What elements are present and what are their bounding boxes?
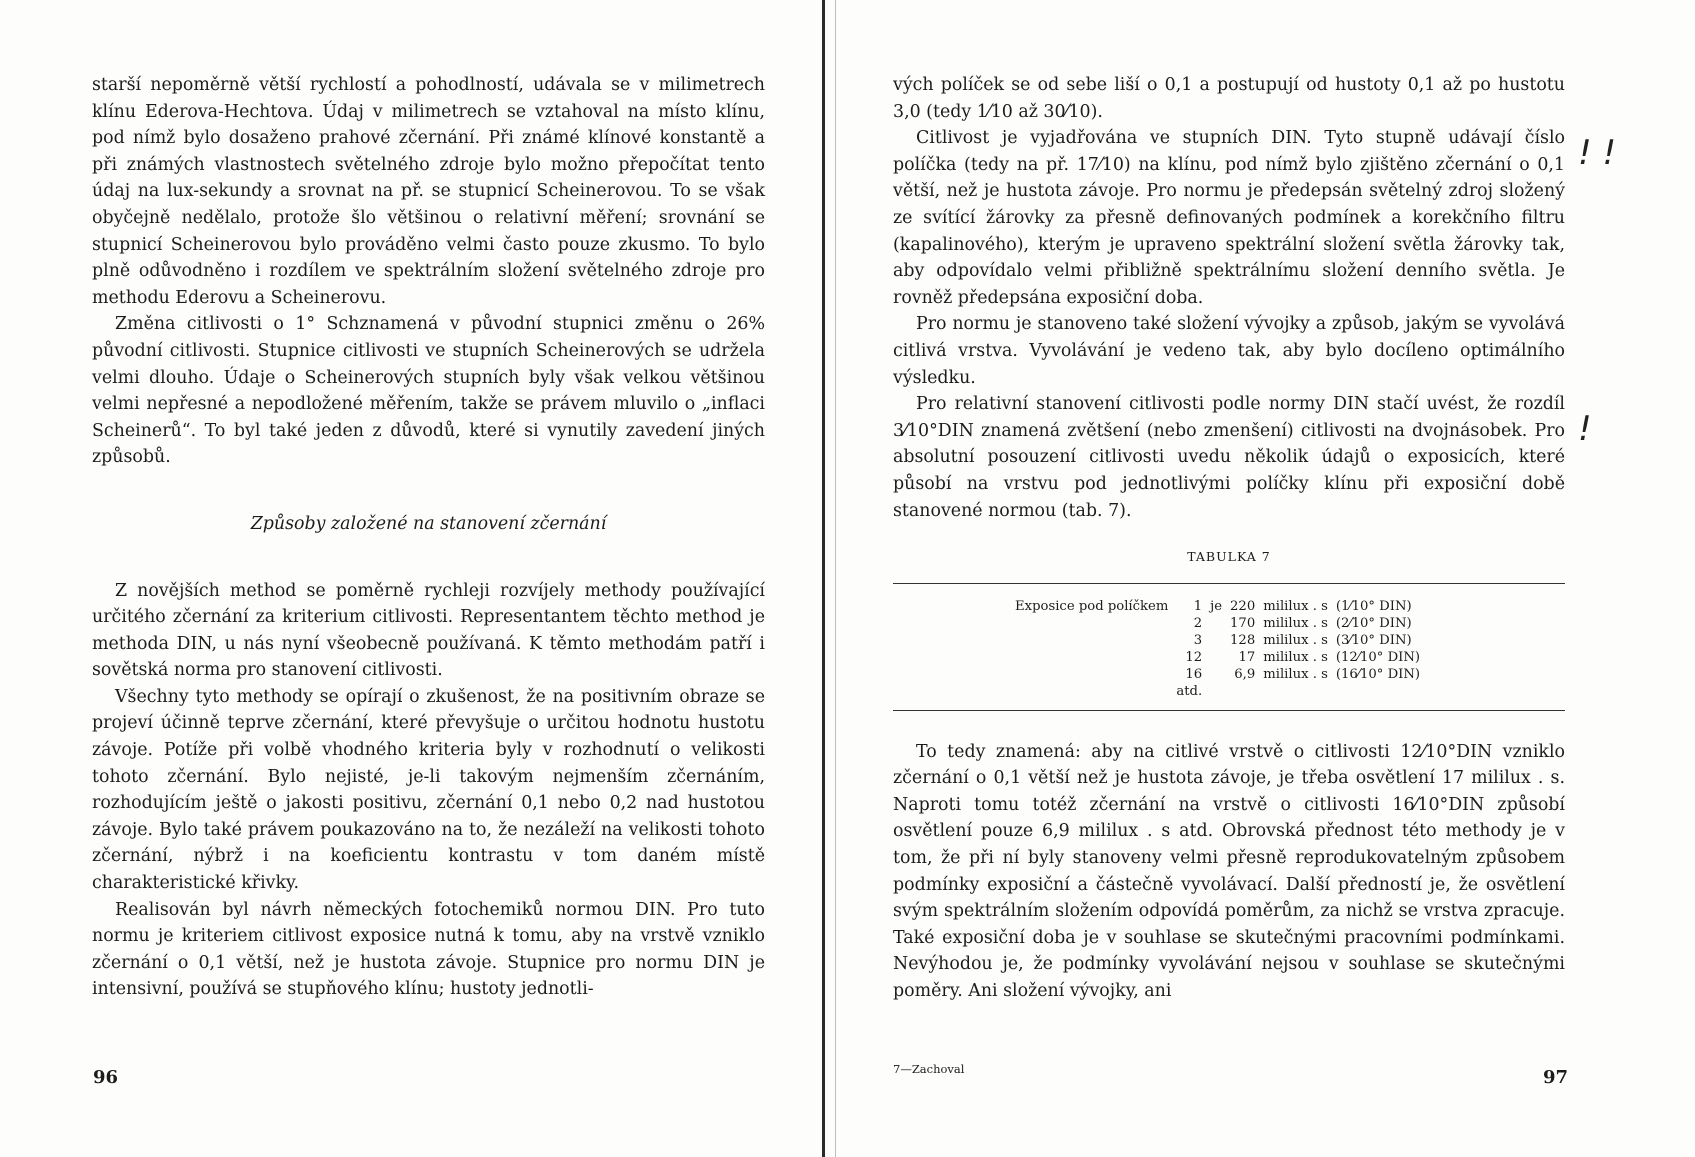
paragraph: Citlivost je vyjadřována ve stupních DIN. Tyto stupně udávají číslo políčka (tedy na př. 17⁄10) na klínu, pod nímž bylo zjištěno zčernání o 0,1 větší, než je hustota závoje. Pro normu je předepsán světelný zdroj složený ze svítící žárovky za přesně definovaných podmínek a korekčního filtru (kapalinového), kterým je upraveno spektrální složení světla žárovky tak, aby odpovídalo velmi přibližně spektrálnímu složení denního světla. Je rovněž předepsána exposiční doba. bbox=[893, 128, 1565, 308]
page-number: 97 bbox=[1543, 1067, 1569, 1088]
table-cell: 16 bbox=[1185, 666, 1203, 682]
paragraph: Změna citlivosti o 1° Schznamená v původní stupnici změnu o 26% původní citlivosti. Stupnice citlivosti ve stupních Scheinerových se udržela velmi dlouho. Údaje o Scheinerových stupních byly však velkou většinou velmi nepřesné a nepodložené měřením, takže se právem mluvilo o „inflaci Scheinerů“. To byl také jeden z důvodů, které si vynutily zavedení jiných způsobů. bbox=[92, 314, 765, 468]
margin-exclamation-mark: ! bbox=[1578, 409, 1592, 449]
table-cell: (12⁄10° DIN) bbox=[1335, 649, 1421, 665]
table-cell bbox=[1206, 649, 1226, 666]
table-cell: mililux . s bbox=[1263, 666, 1328, 682]
table-cell bbox=[1206, 666, 1226, 683]
table-cell: (3⁄10° DIN) bbox=[1335, 632, 1412, 648]
table-cell: 6,9 bbox=[1234, 666, 1256, 682]
table-label: Exposice pod políčkem bbox=[1015, 598, 1169, 614]
paragraph: Pro relativní stanovení citlivosti podle normy DIN stačí uvést, že rozdíl 3⁄10°DIN znamená zvětšení (nebo zmenšení) citlivosti na dvojnásobek. Pro absolutní posouzení citlivosti uvedu několik údajů o exposicích, které působí na vrstvu pod jednotlivými políčky klínu při exposiční době stanovené normou (tab. 7). bbox=[893, 394, 1565, 521]
table-cell: (16⁄10° DIN) bbox=[1335, 666, 1421, 682]
table-cell: 1 bbox=[1193, 598, 1203, 614]
table-row bbox=[1011, 683, 1424, 700]
table-cell: mililux . s bbox=[1263, 632, 1328, 648]
section-heading: Způsoby založené na stanovení zčernání bbox=[250, 513, 607, 534]
paragraph: starší nepoměrně větší rychlostí a pohodlností, udávala se v milimetrech klínu Ederova-Hechtova. Údaj v milimetrech se vztahoval na místo klínu, pod nímž bylo dosaženo prahové zčernání. Při známé klínové konstantě a při známých vlastnostech světelného zdroje bylo možno přepočítat tento údaj na lux-sekundy a srovnat na př. se stupnicí Scheinerovou. To se však obyčejně nedělalo, protože šlo většinou o relativní měření; srovnání se stupnicí Scheinerovou bylo prováděno velmi často pouze zkusmo. To bylo plně odůvodněno i rozdílem ve spektrálním složení světelného zdroje pro methodu Ederovu a Scheinerovu. bbox=[92, 75, 765, 308]
table-row bbox=[1011, 615, 1424, 632]
margin-exclamation-mark: ! ! bbox=[1578, 133, 1617, 173]
page-edge bbox=[835, 0, 836, 1157]
table-cell: 12 bbox=[1185, 649, 1203, 665]
table-cell: 128 bbox=[1230, 632, 1256, 648]
table-cell: mililux . s bbox=[1263, 615, 1328, 631]
table-bottom-rule bbox=[893, 710, 1565, 711]
table-row bbox=[1011, 666, 1424, 683]
table-title: TABULKA 7 bbox=[1187, 549, 1271, 565]
table-cell: 17 bbox=[1238, 649, 1256, 665]
left-page bbox=[92, 72, 765, 1003]
paragraph: Všechny tyto methody se opírají o zkušenost, že na positivním obraze se projeví účinně teprve zčernání, které převyšuje o určitou hodnotu hustotu závoje. Potíže při volbě vhodného kriteria byly v rozhodnutí o velikosti tohoto zčernání. Bylo nejisté, je-li takovým nejmenším zčernáním, rozhodujícím ještě o jakosti positivu, zčernání 0,1 nebo 0,2 nad hustotou závoje. Bylo také právem poukazováno na to, že nezáleží na velikosti tohoto zčernání, nýbrž i na koeficientu kontrastu v tom daném místě charakteristické křivky. bbox=[92, 686, 765, 894]
table-cell: 3 bbox=[1193, 632, 1203, 648]
table-cell: mililux . s bbox=[1263, 598, 1328, 614]
paragraph: Realisován byl návrh německých fotochemiků normou DIN. Pro tuto normu je kriteriem citlivost exposice nutná k tomu, aby na vrstvě vzniklo zčernání o 0,1 větší, než je hustota závoje. Stupnice pro normu DIN je intensivní, používá se stupňového klínu; hustoty jednotli- bbox=[92, 899, 765, 1000]
paragraph: To tedy znamená: aby na citlivé vrstvě o citlivosti 12⁄10°DIN vzniklo zčernání o 0,1 větší než je hustota závoje, je třeba osvětlení 17 mililux . s. Naproti tomu totéž zčernání na vrstvě o citlivosti 16⁄10°DIN způsobí osvětlení pouze 6,9 mililux . s atd. Obrovská přednost této methody je v tom, že při ní byly stanoveny velmi přesně reprodukovatelným způsobem podmínky exposiční a částečně vyvolávací. Další předností je, že osvětlení svým spektrálním složením odpovídá poměrům, za nichž se vrstva zpracuje. Také exposiční doba je v souhlase se skutečnými pracovními podmínkami. Nevýhodou je, že podmínky vyvolávání nejsou v souhlase se skutečnými poměry. Ani složení vývojky, ani bbox=[893, 741, 1565, 1002]
table-cell: mililux . s bbox=[1263, 649, 1328, 665]
table-cell: 170 bbox=[1230, 615, 1256, 631]
table-row bbox=[1011, 632, 1424, 649]
paragraph: Pro normu je stanoveno také složení vývojky a způsob, jakým se vyvolává citlivá vrstva. Vyvolávání je vedeno tak, aby bylo docíleno optimálního výsledku. bbox=[893, 314, 1565, 388]
table-cell: je bbox=[1210, 598, 1223, 614]
table-cell: (1⁄10° DIN) bbox=[1335, 598, 1412, 614]
table-row bbox=[1011, 598, 1424, 615]
table-etc: atd. bbox=[1176, 683, 1203, 699]
table-cell: 220 bbox=[1230, 598, 1256, 614]
printer-signature: 7—Zachoval bbox=[893, 1062, 965, 1076]
table-cell bbox=[1206, 632, 1226, 649]
page-number: 96 bbox=[93, 1067, 119, 1088]
table-cell bbox=[1206, 615, 1226, 632]
table-row bbox=[1011, 649, 1424, 666]
exposure-table bbox=[1011, 598, 1424, 700]
paragraph: vých políček se od sebe liší o 0,1 a postupují od hustoty 0,1 až po hustotu 3,0 (tedy 1⁄10 až 30⁄10). bbox=[893, 75, 1565, 122]
table-cell: 2 bbox=[1193, 615, 1203, 631]
table-cell: (2⁄10° DIN) bbox=[1335, 615, 1412, 631]
book-gutter bbox=[822, 0, 825, 1157]
table-top-rule bbox=[893, 583, 1565, 584]
right-page bbox=[893, 72, 1565, 1005]
paragraph: Z novějších method se poměrně rychleji rozvíjely methody používající určitého zčernání za kriterium citlivosti. Representantem těchto method je methoda DIN, u nás nyní všeobecně používaná. K těmto methodám patří i sovětská norma pro stanovení citlivosti. bbox=[92, 580, 765, 681]
